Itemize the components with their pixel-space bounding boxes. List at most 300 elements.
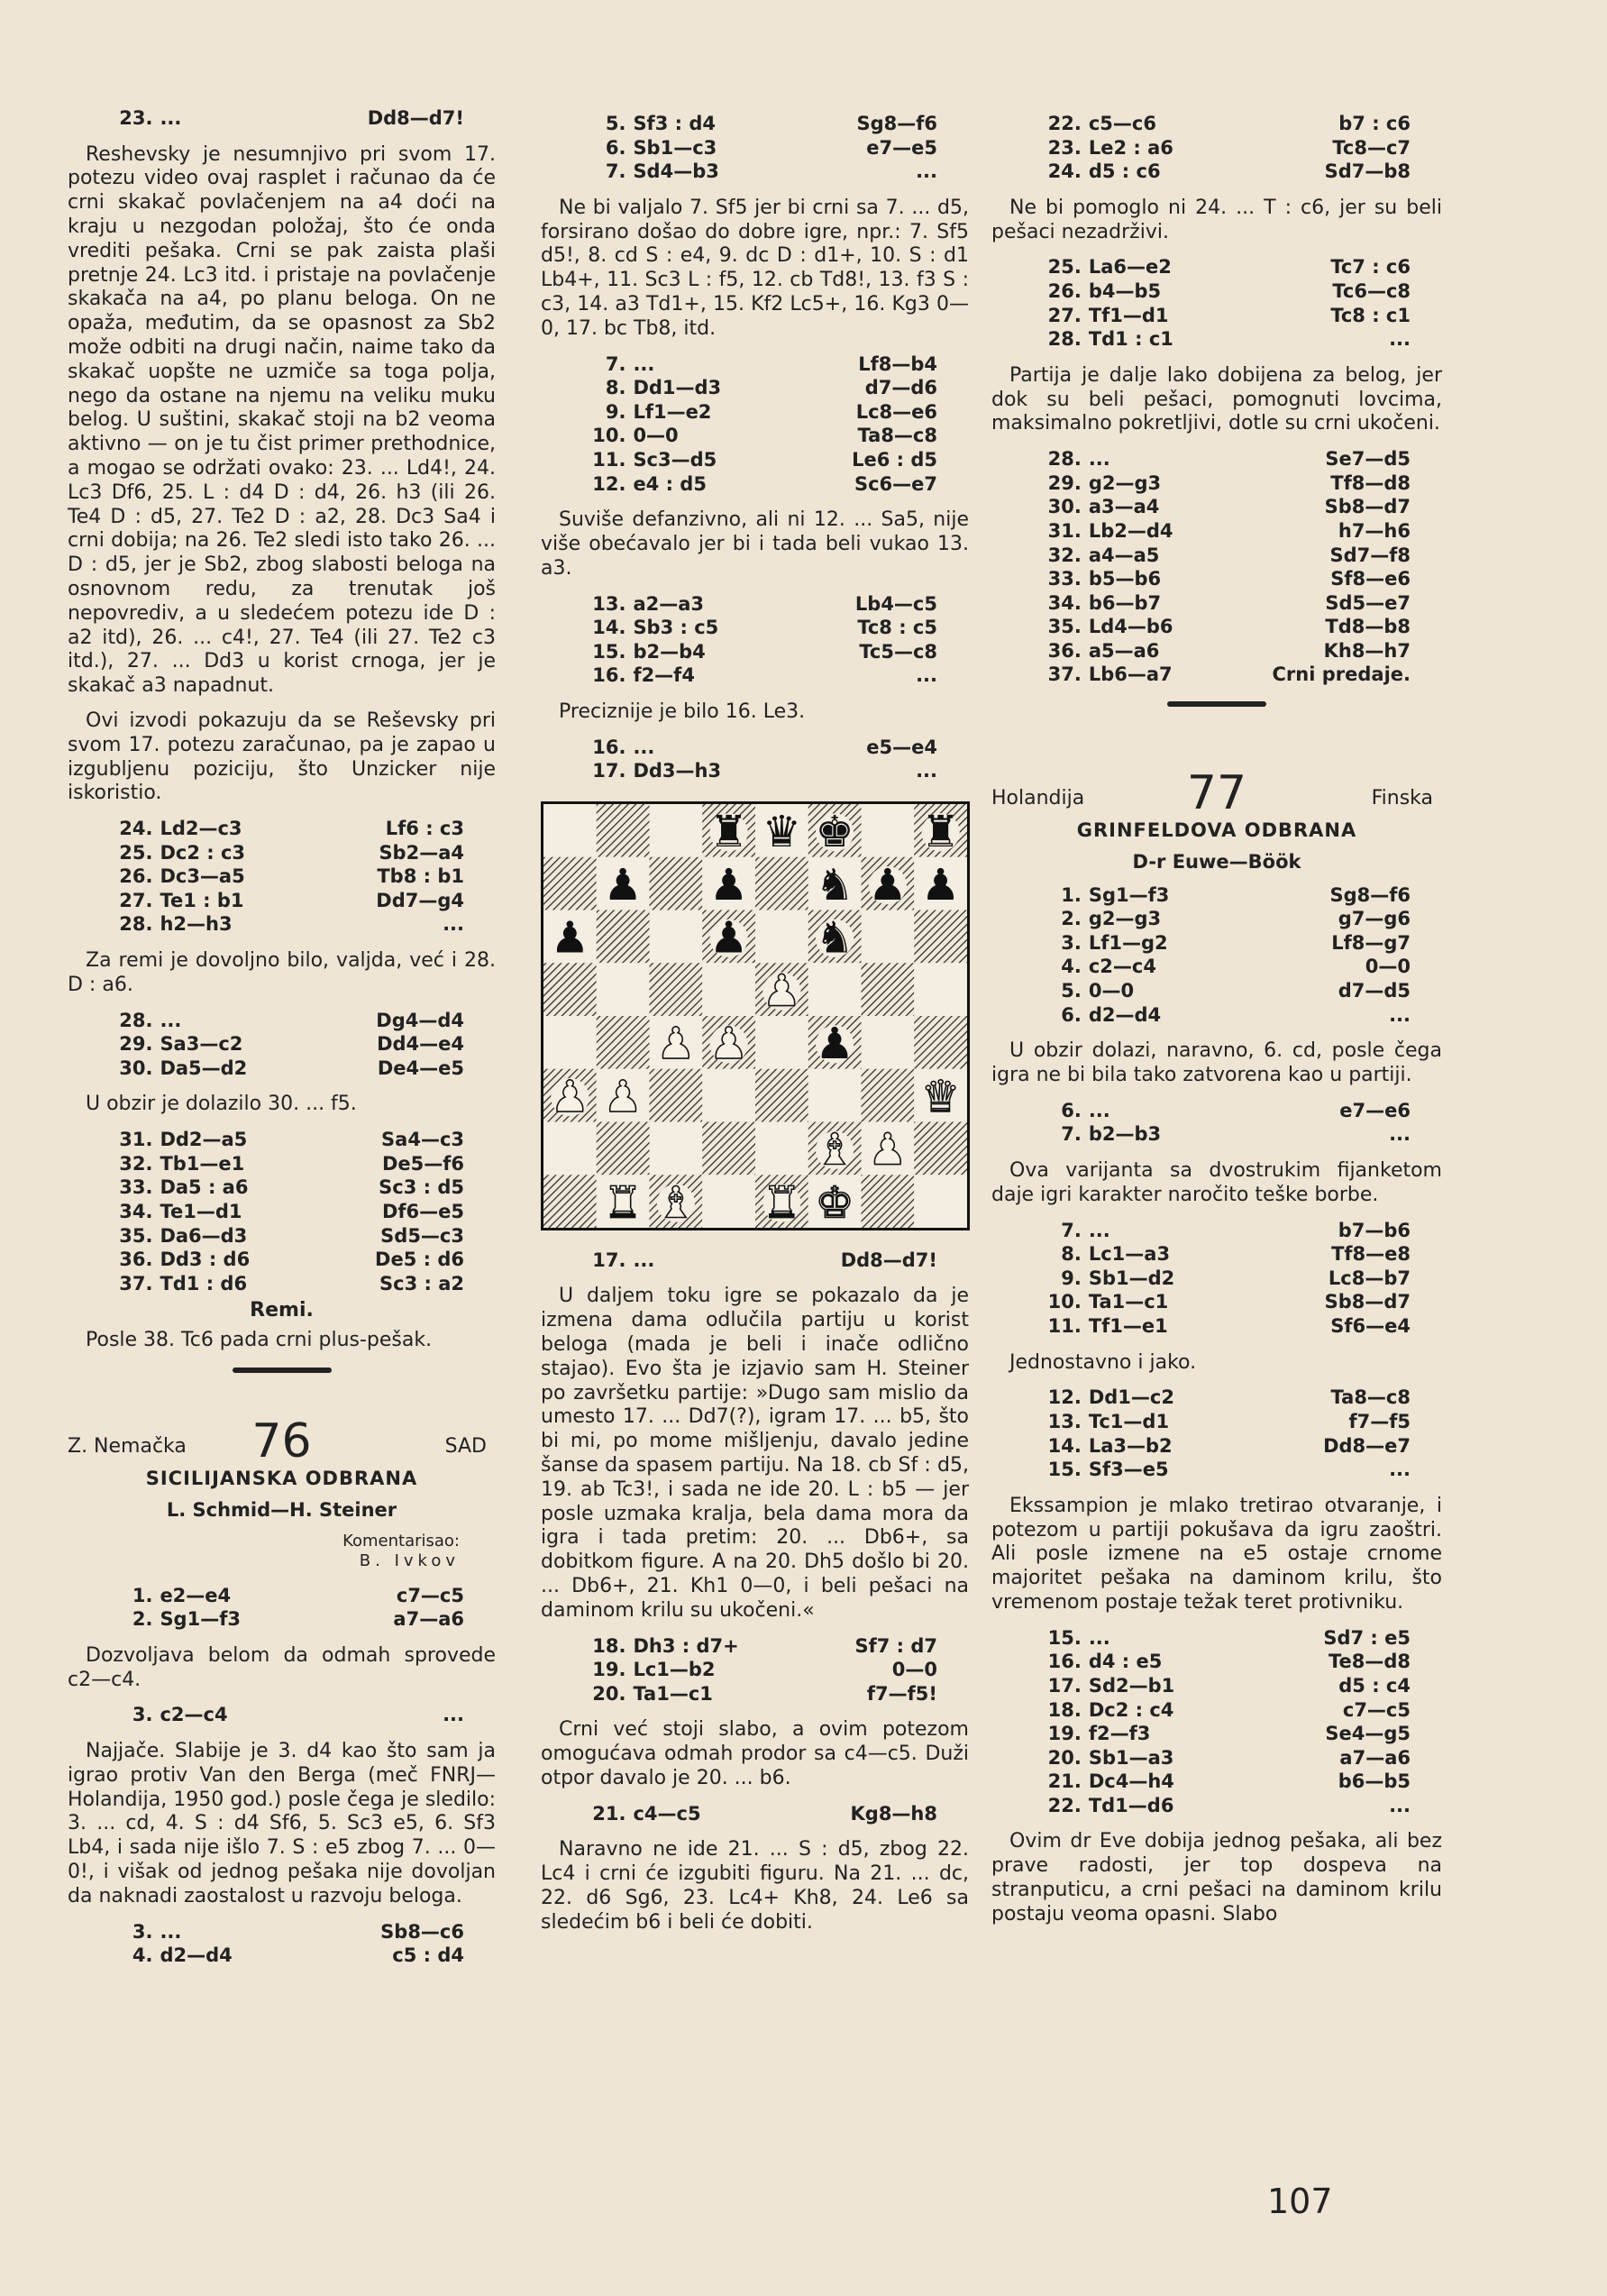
black-move: ... [443,1704,464,1726]
black-move: Dd4—e4 [377,1033,464,1056]
black-move: Lb4—c5 [854,592,937,615]
white-move: Te1 : b1 [160,889,244,911]
white-pawn-icon: ♟ [762,965,801,1017]
black-move: e7—e5 [866,136,937,159]
moves-block [68,1128,496,1295]
move-number: 22. [1047,113,1082,134]
white-move: Tf1—e1 [1088,1314,1168,1337]
move-number: 7. [605,160,626,183]
white-rook-icon: ♜ [603,1177,643,1228]
dark-square [862,1069,915,1122]
light-square [862,804,915,857]
white-move: ... [1088,1099,1110,1121]
move-number: 31. [1047,519,1082,542]
white-pawn-icon: ♟ [868,1124,908,1175]
page-number: 107 [1267,2182,1333,2221]
white-move: Dd1—d3 [633,377,722,399]
white-move: Td1 : c1 [1088,328,1173,351]
black-pawn-icon: ♟ [603,859,643,910]
white-move: ... [633,1249,655,1271]
black-move: a7—a6 [393,1608,464,1631]
moves-block [541,1249,969,1273]
white-move: Dc3—a5 [160,865,245,888]
black-move: Sc3 : a2 [379,1272,464,1294]
black-rook-icon: ♜ [709,806,749,857]
commentary: Ovim dr Eve dobija jednog pešaka, ali bez prave radosti, jer top dospeva na stranputicu, a crni pešaci na daminom krilu postaju veoma opasni. Slabo [991,1830,1442,1926]
black-move: b6—b5 [1338,1770,1411,1793]
black-move: De5—f6 [381,1152,464,1175]
black-move: Sa4—c3 [381,1129,464,1151]
game-number: 77 [1186,766,1247,821]
players: L. Schmid—H. Steiner [166,1498,397,1521]
black-move: h7—h6 [1338,519,1411,542]
black-move: f7—f5! [866,1682,937,1705]
black-move: ... [1389,1794,1411,1816]
white-move: Td1 : d6 [160,1272,248,1294]
white-move: Sb1—c3 [633,136,717,159]
white-move: Sg1—f3 [160,1608,241,1631]
move-number: 8. [1061,1243,1082,1266]
move-number: 21. [592,1802,626,1825]
white-move: Lf1—g2 [1088,931,1168,954]
move-number: 14. [1047,1434,1082,1457]
light-square [755,1121,808,1175]
white-move: La6—e2 [1088,256,1172,279]
black-move: Sg8—f6 [1329,883,1411,906]
white-pawn-icon: ♟ [550,1071,589,1122]
white-move: Sc3—d5 [633,448,717,471]
black-pawn-icon: ♟ [815,1018,854,1069]
white-move: Td1—d6 [1088,1794,1174,1816]
white-move: Sf3 : d4 [633,113,716,134]
white-move: 0—0 [633,425,679,447]
black-move: b7 : c6 [1338,113,1411,134]
commentary: Crni već stoji slabo, a ovim potezom omogućava odmah prodor sa c4—c5. Duži otpor davalo je 20. ... b6. [541,1718,969,1789]
black-move: ... [916,760,937,782]
black-move: Ta8—c8 [1330,1386,1411,1409]
move-number: 28. [1047,448,1082,471]
black-knight-icon: ♞ [815,912,854,964]
move-number: 2. [1061,908,1082,930]
move-number: 27. [1047,304,1082,326]
moves-block [991,1386,1442,1481]
commentary: Ne bi valjalo 7. Sf5 jer bi crni sa 7. ... d5, forsirano došao do dobre igre, npr.: 7. Sf5 d5!, 8. cd S : e4, 9. dc D : d1+, 10. S : d1 Lb4+, 11. Sc3 L : f5, 12. cb Td8!, 13. f3 S : c3, 14. a3 Td1+, 15. Kf2 Lc5+, 16. Kg3 0—0, 17. bc Tb8, itd. [541,196,969,340]
black-move: Sf8—e6 [1330,568,1411,590]
move-number: 17. [592,760,626,782]
white-move: a3—a4 [1088,496,1160,518]
move-number: 34. [1047,591,1082,614]
black-move: Lc8—b7 [1328,1267,1411,1289]
white-move: Sd2—b1 [1088,1674,1175,1697]
commentary: Naravno ne ide 21. ... S : d5, zbog 22. Lc4 i crni će izgubiti figuru. Na 21. ... dc, 22. d6 Sg6, 23. Lc4+ Kh8, 24. Le6 sa sledećim b6 i beli će dobiti. [541,1838,969,1934]
move-number: 16. [1047,1651,1082,1673]
move-number: 23. [1047,136,1082,159]
white-move: Tf1—d1 [1088,304,1169,326]
black-move: Sd5—e7 [1325,591,1411,614]
black-move: Tc5—c8 [859,640,937,663]
move-number: 1. [132,1584,153,1606]
white-move: b5—b6 [1088,568,1162,590]
white-move: Lb2—d4 [1088,519,1173,542]
black-rook-icon: ♜ [921,806,961,857]
white-move: ... [160,1009,182,1031]
move-number: 26. [1047,279,1082,302]
black-move: d7—d6 [864,377,937,399]
white-move: Ta1—c1 [633,1682,713,1705]
commentary: Dozvoljava belom da odmah sprovede c2—c4. [68,1643,496,1691]
white-move: Ld2—c3 [160,818,242,840]
move-number: 28. [119,1009,153,1031]
black-move: ... [916,160,937,183]
black-move: Te8—d8 [1328,1651,1411,1673]
move-number: 36. [119,1249,153,1271]
move-number: 15. [1047,1626,1082,1649]
move-number: 25. [119,841,153,864]
column-2 [541,112,969,1946]
black-move: Tf8—d8 [1330,471,1411,494]
moves-block [541,352,969,497]
white-move: Lc1—b2 [633,1659,716,1681]
white-move: c2—c4 [160,1704,228,1726]
white-move: a2—a3 [633,592,705,615]
move-number: 29. [1047,471,1082,494]
commentary: U daljem toku igre se pokazalo da je izmena dama odlučila partiju u korist beloga (mada je beli i inače odlično stajao). Evo šta je izjavio sam H. Steiner po završetku partije: »Dugo sam mislio da umesto 17. ... Dd7(?), igram 17. ... b5, što bi mi, po mome mišljenju, davalo jedine šanse da spasem partiju. Na 18. cb Sf : d5, 19. ab Tc3!, i sada ne ide 20. L : b5 — jer posle uzmaka kralja, bela dama mora da igra i tada pretim: 20. ... Db6+, sa dobitkom figure. A na 20. Dh5 došlo bi 20. ... Db6+, 21. Kh1 0—0, i beli pešaci na daminom krilu su ukočeni.« [541,1285,969,1622]
opening-name: GRINFELDOVA ODBRANA [1076,819,1357,842]
light-square [650,1121,703,1175]
black-move: Crni predaje. [1272,663,1411,686]
game-header [68,1409,496,1467]
black-move: 0—0 [1365,956,1411,978]
white-move: c2—c4 [1088,956,1156,978]
move-number: 24. [1047,160,1082,183]
move-number: 21. [1047,1770,1082,1793]
white-move: Sd4—b3 [633,160,719,183]
dark-square [597,804,650,857]
moves-block [991,883,1442,1028]
white-move: h2—h3 [160,913,233,936]
black-move: Tc7 : c6 [1330,256,1411,279]
move-number: 3. [132,1920,153,1943]
black-move: Sd7 : e5 [1323,1626,1411,1649]
black-move: Td8—b8 [1325,616,1411,638]
moves-block [541,592,969,688]
white-move: Te1—d1 [160,1201,242,1223]
black-move: Dd8—e7 [1323,1434,1411,1457]
move-number: 19. [592,1659,626,1681]
move-number: 30. [1047,496,1082,518]
white-move: ... [633,352,655,375]
white-move: a4—a5 [1088,544,1160,566]
dark-square [650,857,703,910]
black-move: ... [1389,1003,1411,1026]
move-number: 18. [592,1634,626,1657]
dark-square [755,857,808,910]
move-number: 15. [1047,1459,1082,1481]
light-square [543,1121,597,1175]
move-number: 30. [119,1057,153,1079]
black-move: b7—b6 [1338,1219,1411,1241]
move-number: 9. [1061,1267,1082,1289]
black-move: f7—f5 [1348,1410,1411,1432]
moves-block [541,112,969,184]
black-move: Tc8—c7 [1332,136,1411,159]
white-pawn-icon: ♟ [656,1018,696,1069]
black-move: Tc6—c8 [1332,279,1411,302]
moves-block [541,1802,969,1826]
section-divider [233,1368,332,1373]
dark-square [597,1121,650,1175]
white-move: Tc1—d1 [1088,1410,1170,1432]
moves-block [991,447,1442,687]
white-move: Dc2 : c3 [160,841,246,864]
light-square [650,910,703,963]
dark-square [755,1069,808,1122]
move-number: 8. [605,377,626,399]
black-move: Sb8—c6 [380,1920,464,1943]
black-move: Sc6—e7 [854,472,937,495]
black-knight-icon: ♞ [815,859,854,910]
dark-square [650,963,703,1016]
move-number: 4. [1061,956,1082,978]
commentary: Za remi je dovoljno bilo, valjda, već i 28. D : a6. [68,949,496,996]
white-move: La3—b2 [1088,1434,1173,1457]
opening-name: SICILIJANSKA ODBRANA [145,1468,418,1489]
black-move: Dd7—g4 [376,889,464,911]
black-move: Sb8—d7 [1324,1291,1411,1313]
white-move: Dc4—h4 [1088,1770,1174,1793]
black-move: Le6 : d5 [852,448,937,471]
move-number: 29. [119,1033,153,1056]
black-king-icon: ♚ [815,806,854,857]
white-move: d4 : e5 [1088,1651,1163,1673]
white-pawn-icon: ♟ [709,1018,749,1069]
move-number: 6. [1061,1099,1082,1121]
white-move: Dd2—a5 [160,1129,248,1151]
section-divider [1167,701,1266,707]
move-number: 7. [605,352,626,375]
white-bishop-icon: ♝ [815,1124,854,1175]
moves-block [991,1626,1442,1818]
move-number: 1. [1061,883,1082,906]
dark-square [914,1121,967,1175]
black-move: Dd8—d7! [367,107,464,129]
white-move: d2—d4 [1088,1003,1162,1026]
commentary: Ovi izvodi pokazuju da se Reševsky pri svom 17. potezu zaračunao, pa je zapao u izgubljenu poziciju, što Unzicker nije iskoristio. [68,709,496,805]
annotator [68,1532,460,1571]
move-number: 24. [119,818,153,840]
black-move: Lf8—b4 [858,352,937,375]
white-king-icon: ♚ [815,1177,854,1228]
white-move: c5—c6 [1088,113,1156,134]
dark-square [650,1069,703,1122]
black-move: Se7—d5 [1325,448,1411,471]
move-number: 6. [605,136,626,159]
move-number: 28. [1047,328,1082,351]
move-number: 5. [605,113,626,134]
light-square [755,910,808,963]
chess-diagram [541,801,970,1230]
light-square [808,1069,862,1122]
move-number: 10. [1047,1291,1082,1313]
black-move: ... [1389,1459,1411,1481]
white-move: 0—0 [1088,980,1135,1002]
white-rook-icon: ♜ [762,1177,801,1228]
black-move: Kh8—h7 [1323,639,1411,662]
move-number: 23. [119,107,153,129]
dark-square [702,1121,755,1175]
white-move: Ld4—b6 [1088,616,1173,638]
moves-block [991,1099,1442,1147]
black-move: Sc3 : d5 [379,1176,464,1199]
white-move: Sg1—f3 [1088,883,1170,906]
move-number: 19. [1047,1723,1082,1745]
black-move: 0—0 [891,1659,937,1681]
white-move: d2—d4 [160,1944,233,1967]
white-move: d5 : c6 [1088,160,1161,183]
move-number: 27. [119,889,153,911]
white-move: b6—b7 [1088,591,1162,614]
black-move: Sb2—a4 [379,841,464,864]
move-number: 14. [592,617,626,639]
light-square [914,1175,967,1228]
black-move: Se4—g5 [1325,1723,1411,1745]
move-number: 6. [1061,1003,1082,1026]
light-square [702,1175,755,1228]
move-number: 15. [592,640,626,663]
move-number: 10. [592,425,626,447]
white-move: ... [1088,1626,1110,1649]
white-move: e2—e4 [160,1584,232,1606]
white-queen-icon: ♛ [921,1071,961,1122]
commentary: Najjače. Slabije je 3. d4 kao što sam ja igrao protiv Van den Berga (meč FNRJ—Holandija, 1950 god.) posle čega je sledilo: 3. ... cd, 4. S : d4 Sf6, 5. Sc3 e5, 6. Sf3 Lb4, i sada nije išlo 7. S : e5 zbog 7. ... 0—0!, i višak od jednog pešaka nije dovoljan da naknadi zaostalost u razvoju beloga. [68,1739,496,1907]
white-move: g2—g3 [1088,908,1162,930]
move-number: 20. [592,1682,626,1705]
moves-block [68,1584,496,1632]
black-move: De4—e5 [377,1057,464,1079]
move-number: 13. [1047,1410,1082,1432]
white-move: b4—b5 [1088,279,1162,302]
white-move: Tb1—e1 [160,1152,245,1175]
move-number: 20. [1047,1746,1082,1769]
black-move: e7—e6 [1339,1099,1411,1121]
black-pawn-icon: ♟ [921,859,961,910]
dark-square [543,963,597,1016]
white-move: Lb6—a7 [1088,663,1173,686]
move-number: 22. [1047,1794,1082,1816]
black-move: ... [1389,1123,1411,1146]
black-move: c7—c5 [1342,1698,1411,1721]
move-number: 36. [1047,639,1082,662]
black-country: SAD [444,1435,487,1459]
white-move: Lf1—e2 [633,400,712,423]
move-number: 32. [119,1152,153,1175]
move-number: 31. [119,1129,153,1151]
light-square [862,910,915,963]
move-number: 35. [119,1224,153,1247]
black-move: Dg4—d4 [376,1009,464,1031]
white-move: c4—c5 [633,1802,701,1825]
move-number: 9. [605,400,626,423]
white-move: Lc1—a3 [1088,1243,1171,1266]
white-country: Holandija [991,787,1085,810]
move-number: 12. [592,472,626,495]
move-number: 7. [1061,1123,1082,1146]
move-number: 33. [119,1176,153,1199]
white-move: ... [1088,1219,1110,1241]
light-square [862,1016,915,1069]
moves-block [991,255,1442,351]
move-number: 34. [119,1201,153,1223]
commentary: Jednostavno i jako. [1009,1350,1197,1374]
move-number: 18. [1047,1698,1082,1721]
white-move: f2—f4 [633,664,695,687]
commentary: Preciznije je bilo 16. Le3. [559,700,806,723]
light-square [755,1016,808,1069]
black-queen-icon: ♛ [762,806,801,857]
move-number: 25. [1047,256,1082,279]
white-move: Le2 : a6 [1088,136,1173,159]
players: D-r Euwe—Böök [1132,850,1301,873]
moves-block [68,817,496,937]
move-number: 11. [1047,1314,1082,1337]
commentary: Ova varijanta sa dvostrukim fijanketom daje igri karakter naročito teške borbe. [991,1159,1442,1206]
move-number: 32. [1047,544,1082,566]
black-move: Sb8—d7 [1324,496,1411,518]
move-number: 26. [119,865,153,888]
moves-block [68,106,496,131]
black-pawn-icon: ♟ [709,859,749,910]
move-number: 13. [592,592,626,615]
black-country: Finska [1371,787,1433,810]
dark-square [862,963,915,1016]
white-move: a5—a6 [1088,639,1160,662]
move-number: 7. [1061,1219,1082,1241]
black-move: Kg8—h8 [850,1802,937,1825]
commentary: Suviše defanzivno, ali ni 12. ... Sa5, nije više obećavalo jer bi i tada beli vukao 13. a3. [541,508,969,580]
annotator-name: B. Ivkov [359,1550,460,1570]
dark-square [914,1016,967,1069]
white-move: Sa3—c2 [160,1033,243,1056]
black-move: Tc8 : c5 [857,617,937,639]
game-number: 76 [251,1414,312,1468]
moves-block [68,1920,496,1968]
white-move: Sf3—e5 [1088,1459,1169,1481]
black-move: Lf6 : c3 [385,818,464,840]
dark-square [597,1016,650,1069]
black-move: d5 : c4 [1338,1674,1411,1697]
move-number: 11. [592,448,626,471]
column-1 [68,106,496,1980]
column-3 [991,112,1442,1938]
black-move: Sf6—e4 [1330,1314,1411,1337]
light-square [597,963,650,1016]
white-move: ... [633,736,655,758]
white-move: Dd1—c2 [1088,1386,1174,1409]
black-move: ... [1389,328,1411,351]
move-number: 16. [592,664,626,687]
white-move: Dd3 : d6 [160,1249,251,1271]
moves-block [68,1703,496,1727]
dark-square [914,910,967,963]
move-number: 28. [119,913,153,936]
black-move: e5—e4 [866,736,937,758]
moves-block [991,112,1442,184]
commentary: Ne bi pomoglo ni 24. ... T : c6, jer su beli pešaci nezadrživi. [991,196,1442,243]
commentary: Reshevsky je nesumnjivo pri svom 17. potezu video ovaj rasplet i računao da će crni skakač povlačenjem na a4 doći na kraju u nezgodan položaj, što će onda vrediti pešaka. Crni se pak zaista plaši pretnje 24. Lc3 itd. i pristaje na povlačenje skakača na a4, po planu beloga. On ne opaža, međutim, da se opasnost za Sb2 može odbiti na drugi način, naime tako da skakač uopšte ne uzmiče sa toga polja, nego da ostane na njemu na veliku muku belog. U suštini, skakač stoji na b2 veoma aktivno — on je tu čist primer prethodnice, a mogao se održati ovako: 23. ... Ld4!, 24. Lc3 Df6, 25. L : d4 D : d4, 26. h3 (ili 26. Te4 D : d5, 27. Te2 D : a2, 28. Dc3 Sa4 i crni dobija; na 26. Te2 sledi isto tako 26. ... D : d5, jer je Sb2, zbog slabosti beloga na osnovnom redu, za trenutak još nepovrediv, a u sledećem potezu ide D : a2 itd), 26. ... c4!, 27. Te4 (ili 27. Te2 c3 itd.), 27. ... Dd3 u korist crnoga, jer je skakač a3 napadnut. [68,142,496,698]
commentary: Partija je dalje lako dobijena za belog, jer dok su beli pešaci, pomognuti lovcima, maksimalno pokretljivi, dotle su crni ukočeni. [991,363,1442,435]
white-move: ... [160,1920,182,1943]
commentary: U obzir dolazi, naravno, 6. cd, posle čega igra ne bi bila tako zatvorena kao u partiji. [991,1039,1442,1087]
